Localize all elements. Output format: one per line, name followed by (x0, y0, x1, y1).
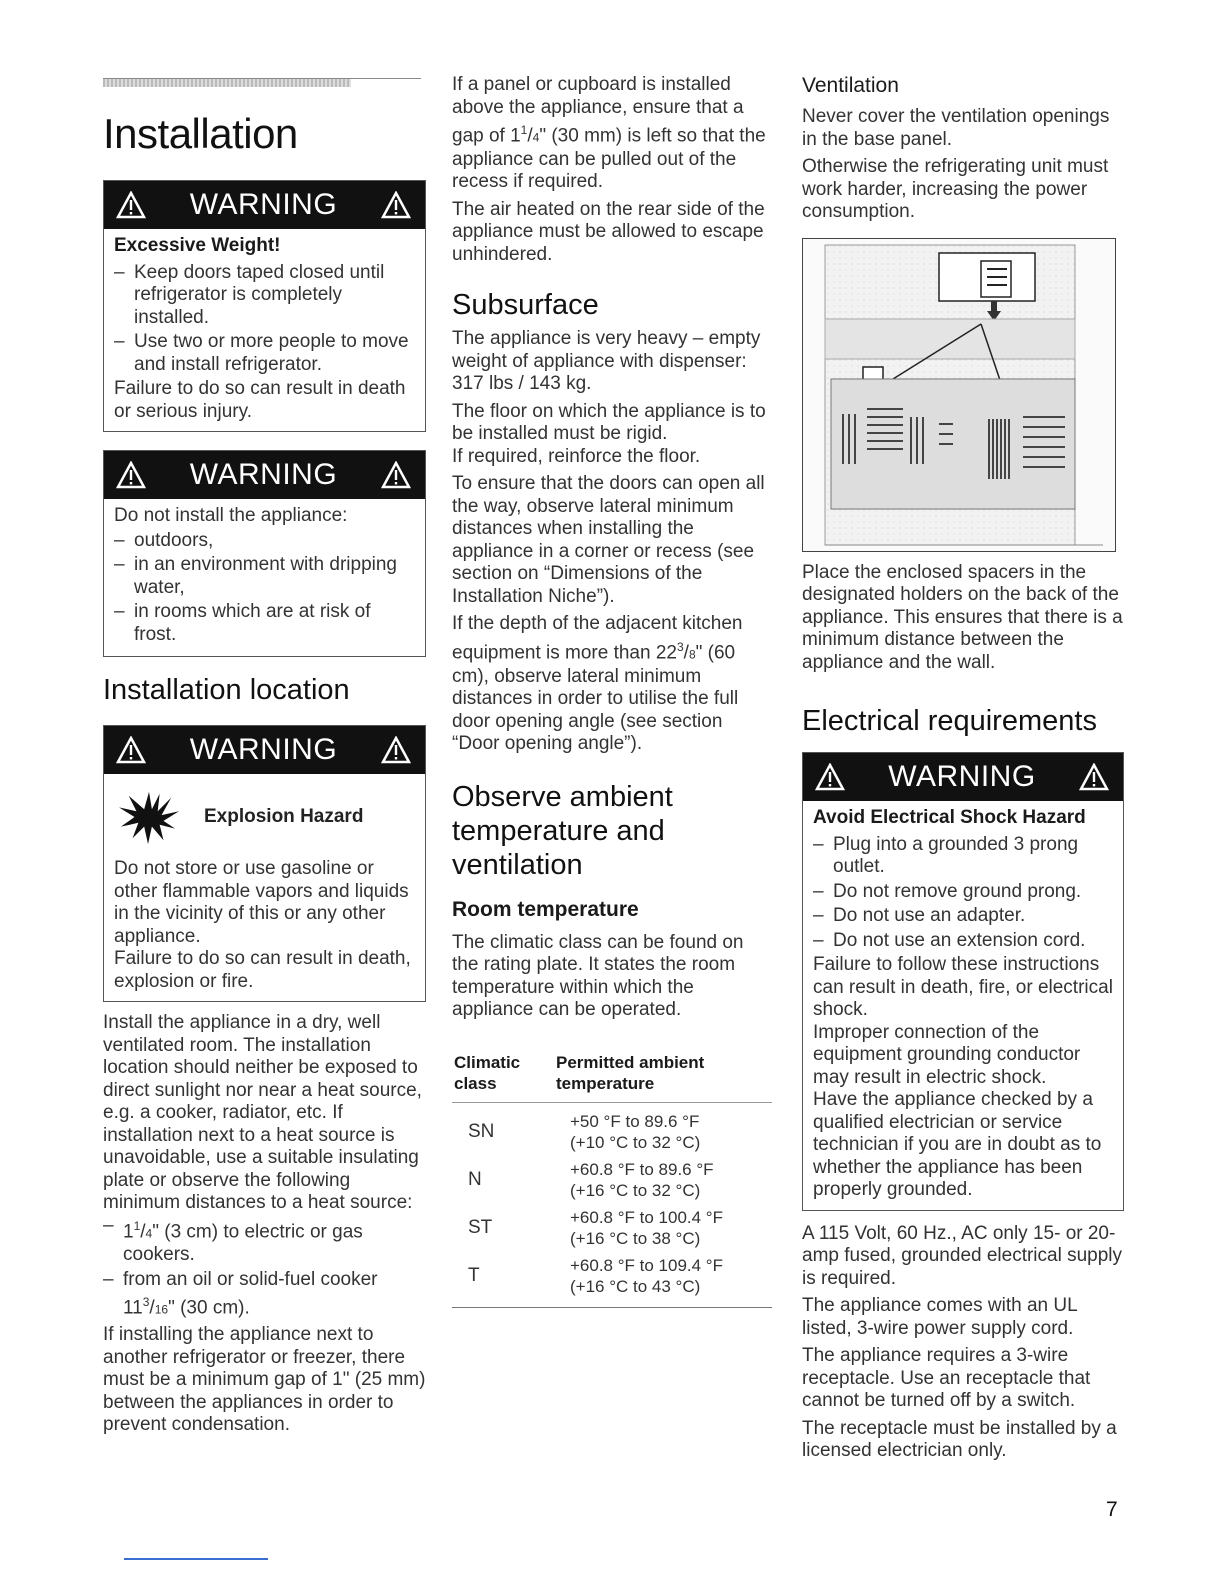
explosion-icon (114, 788, 184, 846)
warning-box-explosion (103, 725, 426, 1002)
warning-triangle-icon (116, 191, 146, 219)
column-1 (103, 0, 426, 1437)
column-2 (452, 74, 772, 1308)
list-item: – in rooms which are at risk of frost. (114, 601, 415, 646)
spacer-diagram (802, 238, 1116, 552)
paragraph: Never cover the ventilation openings in the base panel. (802, 106, 1110, 150)
table-row: SN +50 °F to 89.6 °F (+10 °C to 32 °C) (468, 1111, 701, 1152)
warning-text: Have the appliance checked by a qualified electrician or service technician if you are in doubt as to whether the appliance has been properly grounded. (813, 1089, 1102, 1200)
section-heading-electrical: Electrical requirements (802, 705, 1097, 737)
paragraph: Otherwise the refrigerating unit must work harder, increasing the power consumption. (802, 156, 1109, 222)
page-number: 7 (1106, 1498, 1118, 1521)
section-heading-location: Installation location (103, 674, 350, 706)
warning-triangle-icon (815, 763, 845, 791)
paragraph: The climatic class can be found on the rating plate. It states the room temperature within which the appliance can be operated. (452, 931, 744, 1021)
list-item: – Do not use an extension cord. (813, 930, 1113, 953)
warning-triangle-icon (381, 191, 411, 219)
list-item: – in an environment with dripping water, (114, 554, 415, 599)
list-item: – Use two or more people to move and install refrigerator. (114, 331, 415, 376)
warning-label: WARNING (189, 188, 338, 221)
paragraph: If required, reinforce the floor. (452, 445, 701, 467)
warning-heading: Excessive Weight! (114, 235, 281, 256)
column-3 (802, 74, 1124, 1463)
table-row: N +60.8 °F to 89.6 °F (+16 °C to 32 °C) (468, 1159, 714, 1200)
warning-triangle-icon (116, 736, 146, 764)
warning-box-location (103, 450, 426, 657)
table-row: ST +60.8 °F to 100.4 °F (+16 °C to 38 °C) (468, 1207, 723, 1248)
paragraph: If installing the appliance next to another refrigerator or freezer, there must be a minimum gap of 1" (25 mm) between the appliances in order to prevent condensation. (103, 1324, 426, 1436)
footer-link-rule (124, 1558, 268, 1560)
table-header: Permitted ambient temperature (556, 1052, 705, 1093)
list-item: – outdoors, (114, 530, 415, 553)
paragraph: The appliance is very heavy – empty weight of appliance with dispenser: 317 lbs / 143 kg. (452, 328, 761, 395)
warning-text: Improper connection of the equipment grounding conductor may result in electric shock. (813, 1021, 1081, 1088)
paragraph: If a panel or cupboard is installed above the appliance, ensure that a gap of $1^1/4$" (30 mm) is left so that the appliance can be pulled out of the recess if required. (452, 74, 766, 193)
warning-intro: Do not install the appliance: (114, 505, 348, 526)
subheading-ventilation: Ventilation (802, 74, 899, 97)
warning-triangle-icon (381, 736, 411, 764)
list-item: – from an oil or solid-fuel cooker $11^3/16$" (30 cm). (103, 1269, 426, 1321)
paragraph: The appliance requires a 3-wire receptacle. Use an receptacle that cannot be turned off by a switch. (802, 1345, 1091, 1411)
paragraph: Install the appliance in a dry, well ventilated room. The installation location should neither be exposed to direct sunlight nor near a heat source, e.g. a cooker, radiator, etc. If installation next to a heat source is unavoidable, use a suitable insulating plate or observe the following minimum distances to a heat source: (103, 1012, 422, 1213)
warning-text: Do not store or use gasoline or other flammable vapors and liquids in the vicinity of this or any other appliance. (114, 858, 409, 947)
warning-footer: Failure to do so can result in death or serious injury. (114, 378, 406, 422)
climatic-class-table (452, 1052, 772, 1308)
warning-label: WARNING (189, 733, 338, 766)
list-item: – $1^1/4$" (3 cm) to electric or gas cookers. (103, 1215, 426, 1267)
warning-box-weight (103, 180, 426, 432)
warning-box-electrical (802, 752, 1124, 1211)
diagram-caption: Place the enclosed spacers in the designated holders on the back of the appliance. This ensures that there is a minimum distance between the appliance and the wall. (802, 561, 1123, 673)
list-item: – Plug into a grounded 3 prong outlet. (813, 834, 1113, 879)
list-item: – Do not use an adapter. (813, 905, 1113, 928)
warning-triangle-icon (381, 461, 411, 489)
warning-label: WARNING (888, 760, 1036, 793)
paragraph: The floor on which the appliance is to be installed must be rigid. (452, 400, 766, 445)
page-title: Installation (103, 110, 298, 157)
warning-text: Failure to do so can result in death, explosion or fire. (114, 948, 411, 992)
list-item: – Do not remove ground prong. (813, 881, 1113, 904)
subheading-room-temperature: Room temperature (452, 897, 639, 921)
section-heading-ambient: Observe ambient temperature and ventilation (452, 780, 673, 881)
table-row: T +60.8 °F to 109.4 °F (+16 °C to 43 °C) (452, 1252, 772, 1308)
warning-triangle-icon (1079, 763, 1109, 791)
section-heading-subsurface: Subsurface (452, 289, 599, 322)
paragraph: To ensure that the doors can open all the way, observe lateral minimum distances when installing the appliance in a corner or recess (see section on “Dimensions of the Installation Niche”). (452, 473, 765, 607)
paragraph: The appliance comes with an UL listed, 3-wire power supply cord. (802, 1295, 1077, 1339)
warning-heading: Avoid Electrical Shock Hazard (813, 807, 1086, 828)
paragraph: The receptacle must be installed by a licensed electrician only. (802, 1417, 1117, 1461)
list-item: – Keep doors taped closed until refrigerator is completely installed. (114, 262, 415, 330)
warning-triangle-icon (116, 461, 146, 489)
warning-text: Failure to follow these instructions can result in death, fire, or electrical shock. (813, 954, 1113, 1020)
paragraph: The air heated on the rear side of the appliance must be allowed to escape unhindered. (452, 198, 765, 265)
warning-label: WARNING (189, 458, 338, 491)
paragraph: If the depth of the adjacent kitchen equipment is more than $22^3/8$" (60 cm), observe lateral minimum distances in order to utilise the full door opening angle (see section “Door opening angle”). (452, 613, 743, 755)
table-header: Climatic class (454, 1052, 521, 1093)
appliance-back-illustration (803, 239, 1115, 551)
paragraph: A 115 Volt, 60 Hz., AC only 15- or 20-amp fused, grounded electrical supply is required. (802, 1222, 1123, 1289)
explosion-hazard-label: Explosion Hazard (204, 806, 364, 827)
